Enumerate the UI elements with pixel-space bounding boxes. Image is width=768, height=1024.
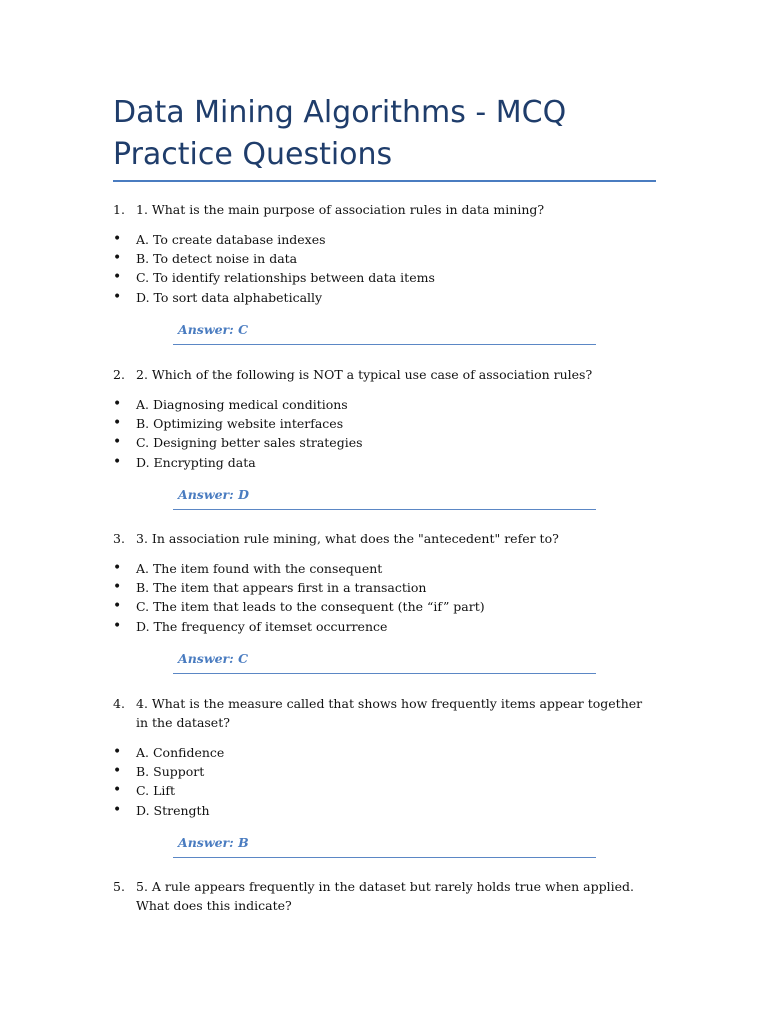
option-d	[113, 288, 658, 307]
option-a	[113, 743, 658, 762]
question-header	[113, 877, 658, 915]
option-d	[113, 617, 658, 636]
option-d	[113, 801, 658, 820]
bullet-icon: •	[113, 269, 122, 286]
bullet-icon: •	[113, 415, 122, 432]
option-b	[113, 414, 658, 433]
option-text: C. The item that leads to the consequent (the “if” part)	[136, 599, 485, 615]
option-d	[113, 453, 658, 472]
question-number: 5.	[113, 879, 125, 894]
option-text: D. To sort data alphabetically	[136, 289, 323, 305]
option-b	[113, 249, 658, 268]
option-text: B. Support	[136, 764, 205, 780]
option-text: D. The frequency of itemset occurrence	[136, 618, 388, 634]
bullet-icon: •	[113, 453, 122, 470]
question-text: 5. A rule appears frequently in the dataset but rarely holds true when applied. What does this indicate?	[136, 879, 634, 913]
question-number: 3.	[113, 531, 125, 546]
question-5	[113, 877, 658, 915]
option-c	[113, 597, 658, 616]
answer-text: Answer: C	[178, 650, 249, 666]
option-c	[113, 781, 658, 800]
option-text: A. The item found with the consequent	[136, 561, 383, 576]
answer-text: Answer: B	[178, 834, 249, 850]
option-b	[113, 762, 658, 781]
question-2	[113, 365, 658, 510]
option-text: B. To detect noise in data	[136, 251, 298, 267]
option-b	[113, 578, 658, 597]
answer-text: Answer: D	[178, 486, 249, 502]
options-list	[113, 743, 658, 820]
option-a	[113, 559, 658, 578]
answer-block	[173, 649, 596, 674]
question-4	[113, 694, 658, 858]
bullet-icon: •	[113, 763, 122, 780]
option-text: A. Confidence	[136, 745, 225, 760]
answer-block	[173, 833, 596, 858]
question-text: 4. What is the measure called that shows how frequently items appear together in the dataset?	[136, 696, 643, 730]
option-text: C. To identify relationships between data items	[136, 270, 435, 286]
option-c	[113, 433, 658, 452]
option-text: A. Diagnosing medical conditions	[136, 397, 348, 412]
bullet-icon: •	[113, 434, 122, 451]
question-number: 1.	[113, 202, 125, 217]
bullet-icon: •	[113, 560, 122, 576]
bullet-icon: •	[113, 250, 122, 267]
option-a	[113, 230, 658, 249]
question-3	[113, 529, 658, 674]
option-a	[113, 395, 658, 414]
bullet-icon: •	[113, 288, 122, 305]
page-title: Data Mining Algorithms - MCQ Practice Questions	[113, 95, 567, 172]
question-text: 2. Which of the following is NOT a typical use case of association rules?	[136, 367, 593, 382]
option-text: A. To create database indexes	[136, 232, 326, 247]
bullet-icon: •	[113, 801, 122, 818]
answer-block	[173, 320, 596, 345]
options-list	[113, 230, 658, 307]
option-text: B. The item that appears first in a transaction	[136, 580, 427, 596]
option-text: C. Lift	[136, 783, 176, 799]
title-divider	[113, 180, 656, 182]
question-number: 4.	[113, 696, 125, 711]
question-1	[113, 200, 658, 345]
answer-block	[173, 485, 596, 510]
option-c	[113, 268, 658, 287]
option-text: C. Designing better sales strategies	[136, 435, 363, 451]
option-text: D. Strength	[136, 802, 210, 818]
question-number: 2.	[113, 367, 125, 382]
bullet-icon: •	[113, 744, 122, 760]
bullet-icon: •	[113, 617, 122, 634]
bullet-icon: •	[113, 396, 122, 412]
question-text: 1. What is the main purpose of association rules in data mining?	[136, 202, 545, 217]
bullet-icon: •	[113, 579, 122, 596]
question-header	[113, 694, 658, 732]
question-header	[113, 529, 658, 548]
options-list	[113, 395, 658, 472]
question-header	[113, 365, 658, 384]
bullet-icon: •	[113, 231, 122, 247]
bullet-icon: •	[113, 598, 122, 615]
question-text: 3. In association rule mining, what does the "antecedent" refer to?	[136, 531, 559, 546]
options-list	[113, 559, 658, 636]
question-header	[113, 200, 658, 219]
answer-text: Answer: C	[178, 321, 249, 337]
option-text: B. Optimizing website interfaces	[136, 416, 344, 432]
option-text: D. Encrypting data	[136, 454, 256, 470]
bullet-icon: •	[113, 782, 122, 799]
